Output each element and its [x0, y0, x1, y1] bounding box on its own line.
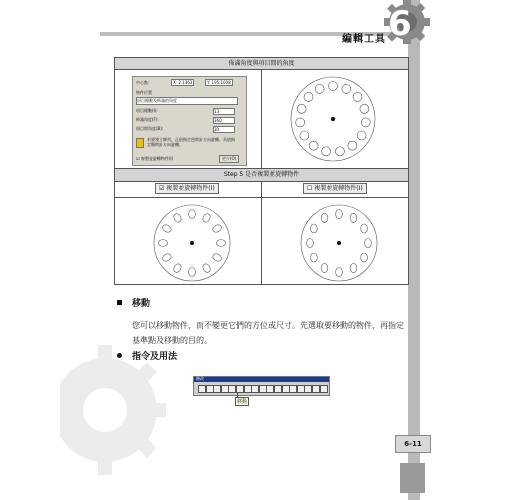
hint-text: 若要建立陣列，正值指定逆時針方向旋轉，負值指定順時針方向旋轉。 [147, 137, 235, 147]
toolbar-button [320, 385, 328, 393]
figure-table [114, 57, 409, 285]
checkbox-on-label: 複製並旋轉物件(I) [166, 185, 215, 192]
between-angle-field: 30 [213, 126, 235, 133]
array-item [189, 210, 196, 219]
move-tooltip: 移動 [237, 399, 248, 405]
array-item [357, 131, 366, 140]
section-title: 移動 [132, 299, 151, 309]
array-item [217, 240, 226, 247]
rotated-array-drawing [151, 202, 233, 284]
array-item [307, 239, 314, 248]
array-item [365, 239, 372, 248]
array-item [361, 118, 370, 127]
divider [261, 69, 262, 168]
array-item [348, 141, 357, 150]
fill-angle-label: 佈滿角度(F): [136, 117, 159, 122]
between-angle-label: 項目間角度(B): [136, 126, 164, 131]
array-item [212, 252, 223, 262]
array-item [161, 223, 172, 233]
array-item [335, 147, 344, 156]
array-item [309, 141, 318, 150]
array-item [342, 84, 351, 93]
array-dialog [132, 76, 247, 166]
array-item [361, 224, 368, 233]
checkbox-off-label: 複製並旋轉物件(I) [314, 185, 363, 192]
array-item [297, 104, 306, 113]
toolbar-titlebar [194, 377, 329, 382]
array-item [361, 253, 368, 262]
array-item [201, 263, 211, 274]
array-item [336, 268, 343, 277]
section-body: 您可以移動物件，而不變更它們的方位或尺寸。先選取要移動的物件，再指定基準點及移動的目的。 [132, 321, 404, 345]
center-point-label: 中心點: [136, 80, 150, 85]
array-item [353, 92, 362, 101]
background-gear-icon [60, 345, 180, 475]
unrotated-array-drawing [298, 202, 380, 284]
total-items-field: 13 [213, 108, 235, 115]
array-item [311, 224, 318, 233]
array-item [322, 147, 331, 156]
rotate-copy-label: 複製並旋轉物件(I) [140, 156, 174, 161]
divider [261, 181, 262, 284]
array-item [172, 212, 182, 223]
section-bullet [117, 300, 122, 305]
array-item [159, 240, 168, 247]
array-item [189, 268, 196, 277]
center-x-field: X: 2.1363 [173, 80, 193, 85]
array-item [350, 264, 357, 273]
fill-angle-field: 360 [213, 117, 235, 124]
less-button: 更少(O) [219, 155, 239, 163]
array-item [296, 118, 305, 127]
total-items-label: 項目總數(I): [136, 108, 158, 113]
array-item [336, 210, 343, 219]
array-item [304, 92, 313, 101]
page-number: 6-11 [395, 435, 431, 453]
subsection-bullet [117, 353, 122, 358]
array-item [172, 263, 182, 274]
info-icon [136, 138, 144, 148]
toolbar-title: 修改 [196, 376, 204, 381]
polar-array-drawing [287, 73, 379, 165]
rotate-copy-check: ☑ 複製並旋轉物件(I) [136, 156, 174, 161]
array-item [329, 82, 338, 91]
chapter-number: 6 [388, 4, 412, 44]
array-item [315, 84, 324, 93]
figure-row2-title: Step 5 是否複製並旋轉物件 [115, 169, 408, 181]
array-item [360, 104, 369, 113]
checkbox-on-sample: ☑ 複製並旋轉物件(I) [155, 183, 219, 194]
array-item [212, 223, 223, 233]
array-item [311, 253, 318, 262]
page-side-band [408, 0, 420, 500]
array-item [161, 252, 172, 262]
checkbox-off-sample: ☐ 複製並旋轉物件(I) [303, 183, 367, 194]
array-item [350, 213, 357, 222]
subsection-title: 指令及用法 [132, 352, 178, 362]
chapter-title: 編輯工具 [342, 34, 386, 45]
method-dropdown: 項目總數及佈滿的角度 [136, 97, 238, 105]
array-item [321, 213, 328, 222]
array-item [300, 131, 309, 140]
array-item [201, 212, 211, 223]
center-y-field: Y: 195.1008 [207, 80, 231, 85]
figure-row1-title: 佈滿角度與項目間的角度 [115, 58, 408, 69]
array-item [321, 264, 328, 273]
ruler-icon [400, 463, 425, 493]
group-label: 物件位置 [136, 90, 152, 95]
modify-toolbar [193, 376, 330, 396]
